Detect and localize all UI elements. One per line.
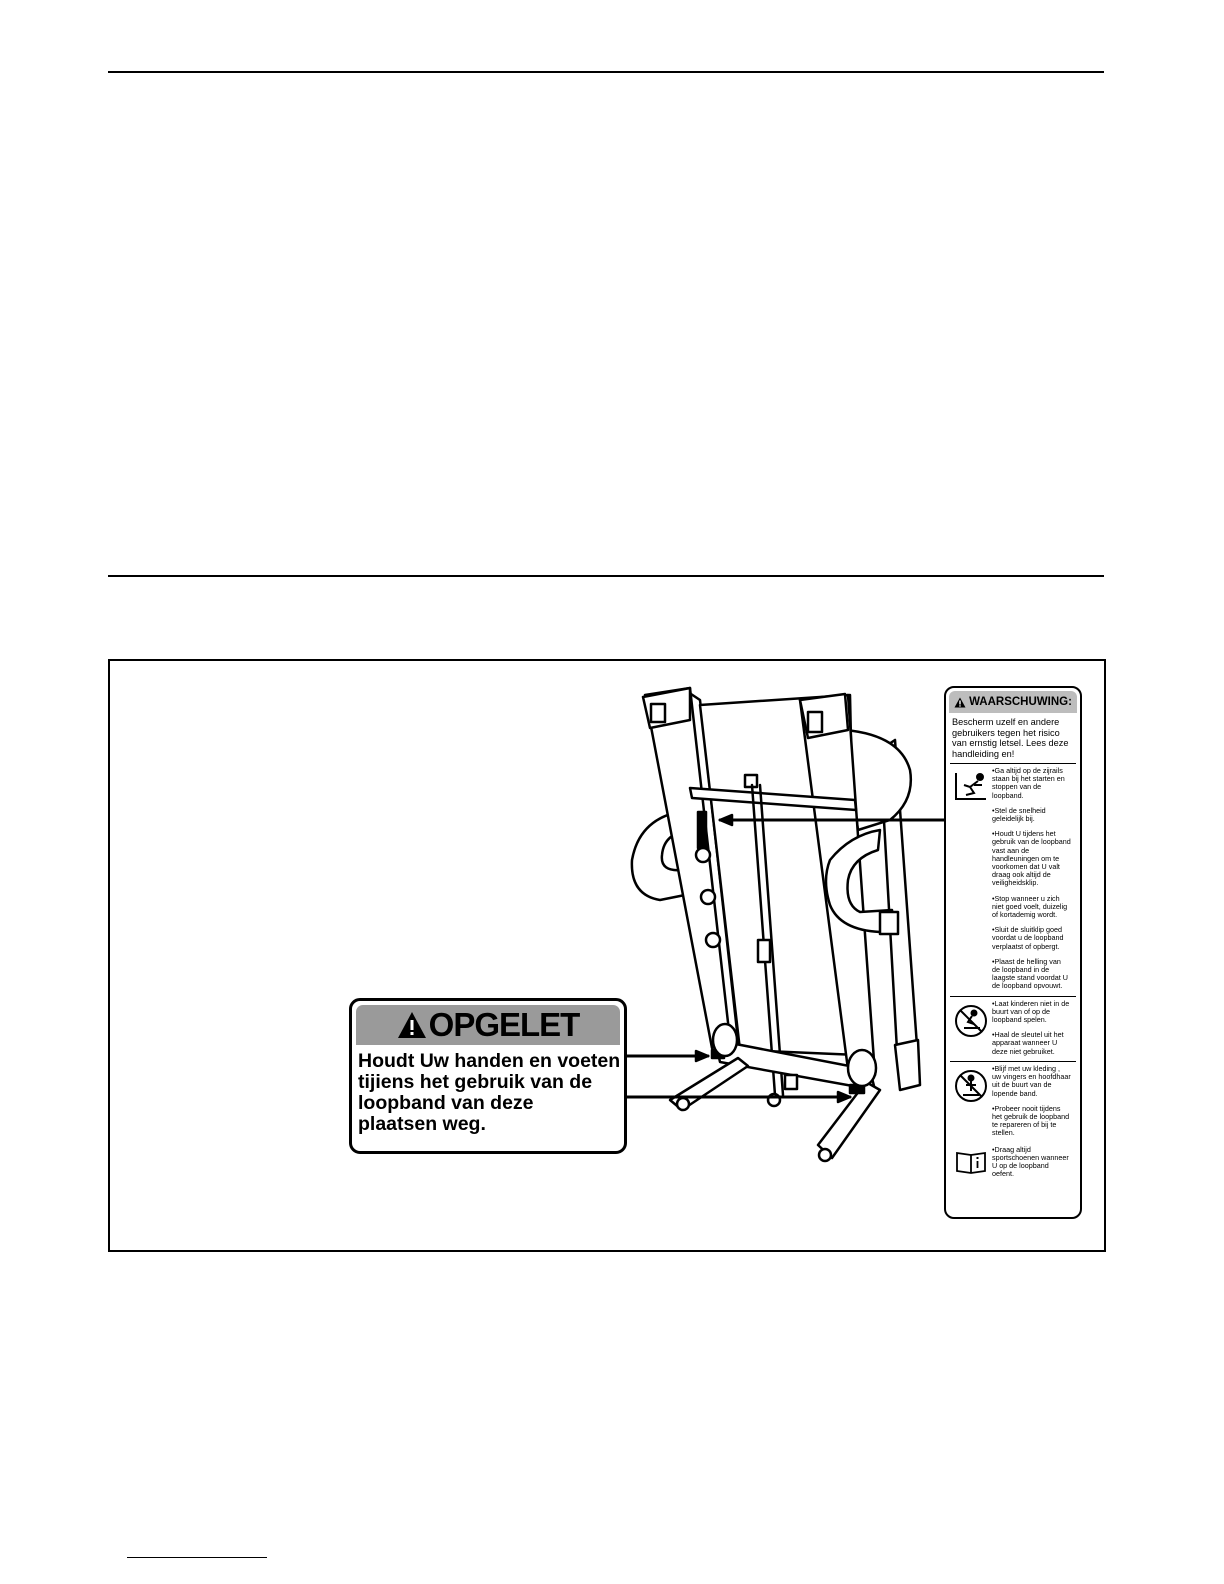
- warning-triangle-icon: [954, 697, 966, 708]
- footer-rule: [127, 1557, 267, 1558]
- warning-item: •Laat kinderen niet in de buurt van of op de loopband spelen.: [992, 998, 1070, 1025]
- warning-item: •Probeer nooit tijdens het gebruik de loopband te repareren of bij te stellen.: [992, 1103, 1070, 1138]
- warning-item: •Haal de sleutel uit het apparaat wanneer U deze niet gebruiket.: [992, 1030, 1064, 1056]
- caution-title: OPGELET: [428, 1006, 580, 1043]
- warning-item: •Stel de snelheid geleidelijk bij.: [992, 805, 1046, 824]
- warning-section-clothing: [946, 1062, 1080, 1143]
- top-rule: [108, 71, 1104, 73]
- warning-item: •Sluit de sluitklip goed voordat u de loopband verplaatst of opbergt.: [992, 925, 1064, 951]
- warning-item: •Draag altijd sportschoenen wanneer U op de loopband oefent.: [992, 1144, 1069, 1179]
- warning-section-shoes: [946, 1143, 1080, 1182]
- warning-item: •Stop wanneer u zich niet goed voelt, duizelig of kortademig wordt.: [992, 893, 1068, 920]
- warning-label: [944, 686, 1082, 1219]
- section-rule: [108, 575, 1104, 577]
- warning-intro: Bescherm uzelf en andere gebruikers tegen het risico van ernstig letsel. Lees deze handleiding en!: [952, 717, 1069, 759]
- no-hands-icon: [954, 1069, 988, 1103]
- warning-item: •Plaast de helling van de loopband in de laagste stand voordat U de loopband opvouwt.: [992, 956, 1068, 991]
- warning-title: WAARSCHUWING:: [969, 696, 1072, 708]
- warning-section-safety: [946, 764, 1080, 996]
- caution-label: [349, 998, 627, 1154]
- caution-header: [356, 1005, 620, 1045]
- warning-triangle-icon: [397, 1011, 427, 1039]
- manual-info-icon: [955, 1150, 987, 1174]
- warning-header: [949, 691, 1077, 713]
- warning-section-children: [946, 997, 1080, 1061]
- slip-person-icon: [954, 771, 988, 801]
- warning-item: •Houdt U tijdens het gebruik van de loopband vast aan de handleuningen om te voorkomen dat U valt draag ook altijd de veiligheidsklip.: [992, 829, 1071, 888]
- caution-text: Houdt Uw handen en voeten tijiens het gebruik van de loopband van deze plaatsen weg.: [358, 1050, 621, 1135]
- warning-item: •Ga altijd op de zijrails staan bij het starten en stoppen van de loopband.: [992, 766, 1065, 800]
- no-children-icon: [954, 1004, 988, 1038]
- warning-item: •Blijf met uw kleding , uw vingers en hoofdhaar uit de buurt van de lopende band.: [992, 1063, 1071, 1098]
